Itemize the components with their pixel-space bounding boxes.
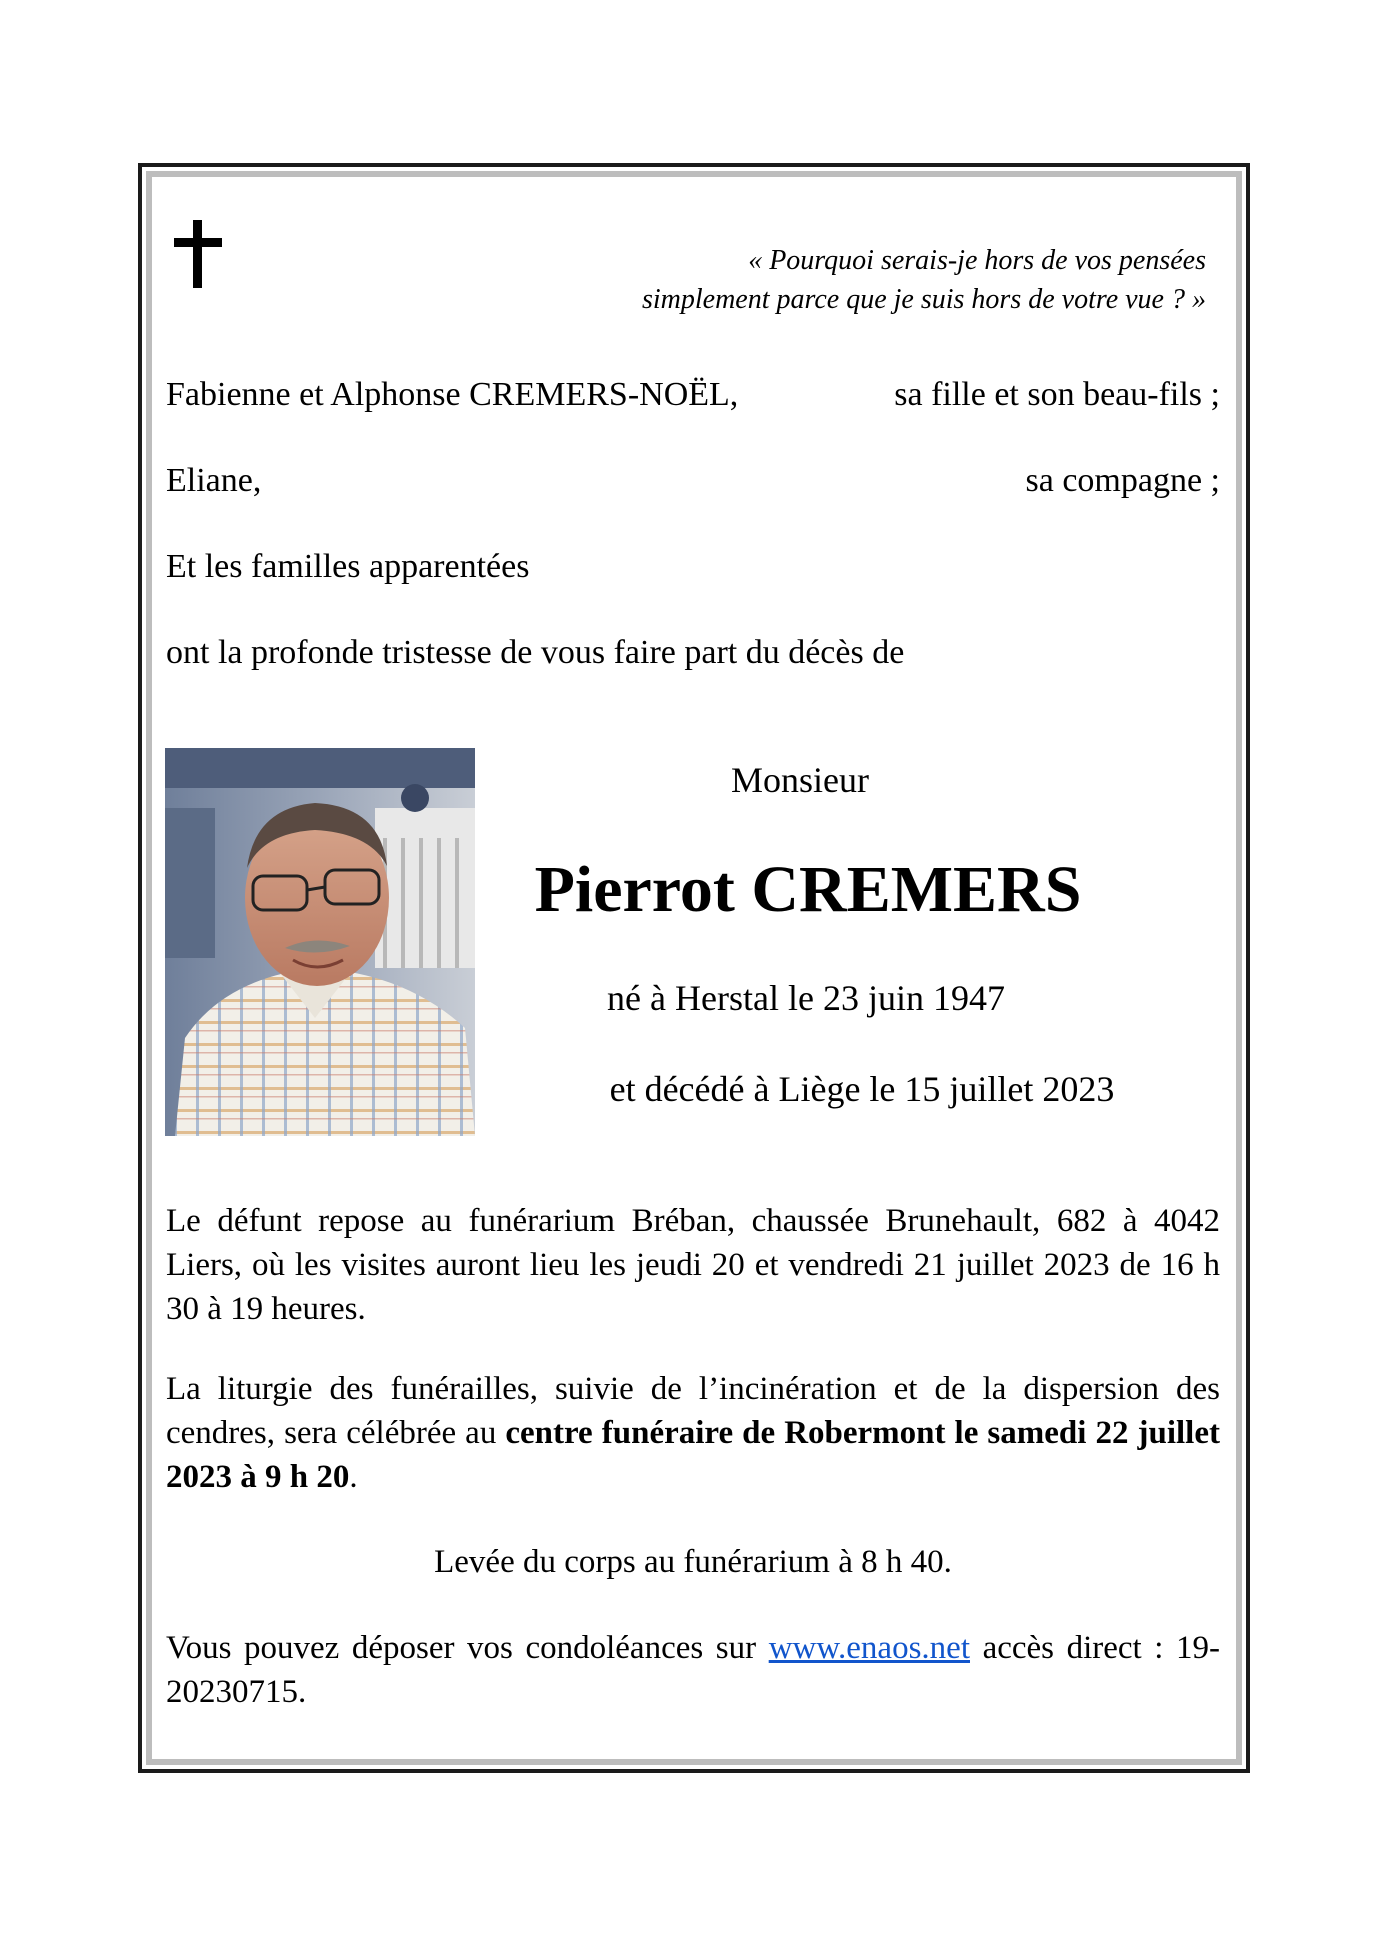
levee-line: Levée du corps au funérarium à 8 h 40.	[434, 1544, 952, 1580]
condolences-before: Vous pouvez déposer vos condoléances sur	[166, 1630, 769, 1666]
quote-line-2: simplement parce que je suis hors de votre vue ? »	[641, 284, 1206, 315]
deceased-title: Monsieur	[731, 760, 869, 800]
liturgy-end: .	[349, 1459, 358, 1495]
birth-info: né à Herstal le 23 juin 1947	[607, 978, 1005, 1018]
deceased-name: Pierrot CREMERS	[534, 853, 1082, 926]
liturgy-place-time: centre funéraire de Robermont le samedi 22 juillet 2023 à 9 h 20	[166, 1415, 1220, 1495]
liturgy-paragraph	[166, 1367, 1220, 1499]
family-name: Fabienne et Alphonse CREMERS-NOËL,	[166, 376, 739, 413]
condolences-link[interactable]: www.enaos.net	[768, 1630, 970, 1666]
condolences-paragraph	[166, 1626, 1220, 1714]
epigraph-quote	[642, 241, 1206, 319]
family-relation: sa compagne ;	[1025, 462, 1220, 499]
visitation-paragraph: Le défunt repose au funérarium Bréban, chaussée Brunehault, 682 à 4042 Liers, où les visites auront lieu les jeudi 20 et vendredi 21 juillet 2023 de 16 h 30 à 19 heures.	[166, 1203, 1220, 1327]
death-info: et décédé à Liège le 15 juillet 2023	[609, 1069, 1115, 1109]
family-name: Et les familles apparentées	[166, 548, 530, 585]
condolences-after: accès direct : 19-20230715.	[166, 1630, 1220, 1710]
quote-line-1: « Pourquoi serais-je hors de vos pensées	[748, 245, 1206, 276]
family-name: Eliane,	[166, 462, 262, 499]
announcement-text: ont la profonde tristesse de vous faire part du décès de	[166, 634, 905, 671]
liturgy-intro: La liturgie des funérailles, suivie de l’incinération et de la dispersion des cendres, sera célébrée au	[166, 1371, 1220, 1451]
family-relation: sa fille et son beau-fils ;	[894, 376, 1220, 413]
cross-icon	[174, 220, 222, 288]
deceased-portrait	[165, 748, 475, 1136]
